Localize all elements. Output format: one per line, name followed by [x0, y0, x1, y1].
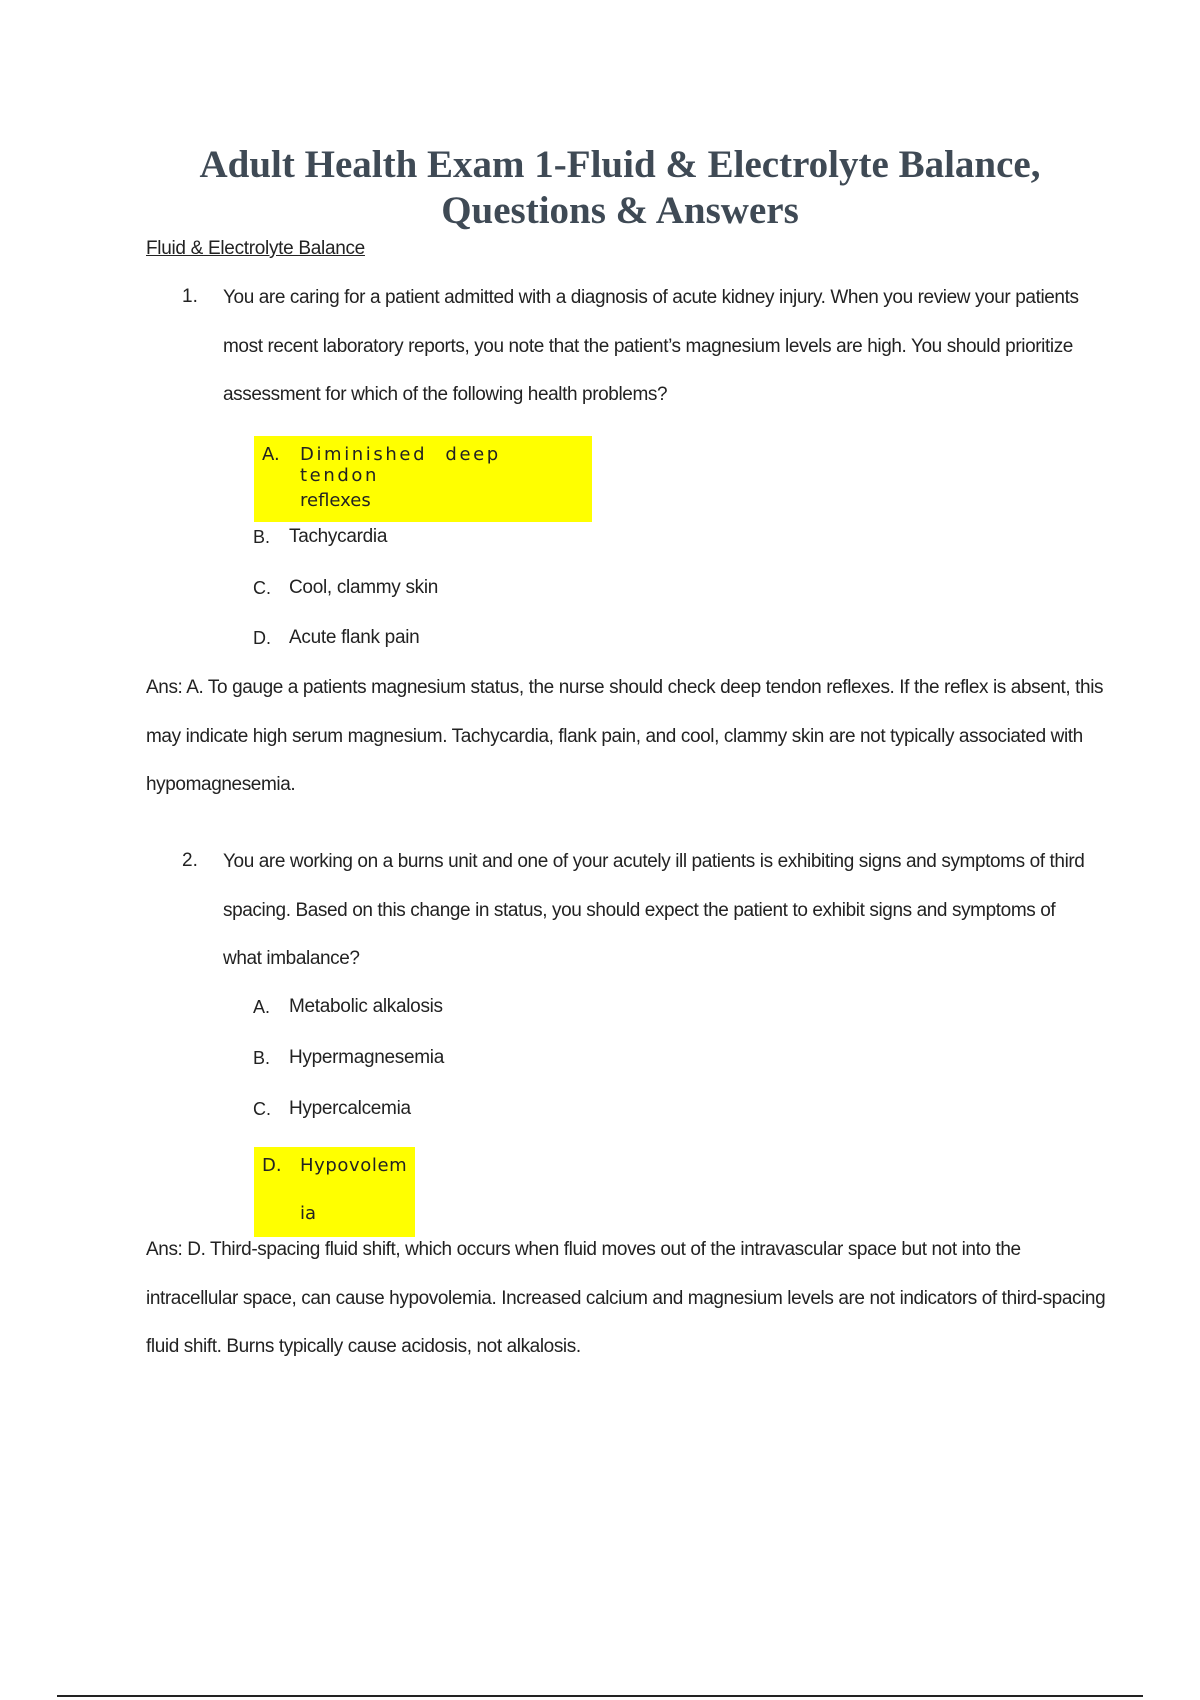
question-2-option-a-text: Metabolic alkalosis	[289, 996, 443, 1017]
question-1-text: You are caring for a patient admitted with a diagnosis of acute kidney injury. When you review your patients most recent laboratory reports, you note that the patient’s magnesium levels are high. You should prioritize assessment for which of the following health problems?	[223, 287, 1079, 405]
question-1-option-b-letter: B.	[253, 527, 271, 547]
option-text-line-2: ia	[300, 1203, 317, 1224]
question-2-option-c-text: Hypercalcemia	[289, 1098, 411, 1119]
title-line-1: Adult Health Exam 1-Fluid & Electrolyte Balance,	[199, 143, 1041, 186]
question-2-number: 2.	[182, 850, 198, 871]
question-1-option-d-letter: D.	[253, 628, 271, 648]
option-text-line-2: reflexes	[300, 490, 371, 511]
question-1-option-d-text: Acute flank pain	[289, 627, 420, 648]
question-2-option-b-text: Hypermagnesemia	[289, 1047, 444, 1068]
option-letter: A.	[262, 444, 280, 465]
option-text-line-1: Hypovolem	[300, 1155, 408, 1176]
question-2-option-b-letter: B.	[253, 1048, 271, 1068]
option-letter: D.	[262, 1155, 282, 1176]
question-1-answer: Ans: A. To gauge a patients magnesium status, the nurse should check deep tendon reflexes. If the reflex is absent, this may indicate high serum magnesium. Tachycardia, flank pain, and cool, clammy skin are not typically associated with hypomagnesemia.	[146, 677, 1104, 795]
question-2-option-a-letter: A.	[253, 997, 271, 1017]
section-heading: Fluid & Electrolyte Balance	[146, 238, 365, 259]
question-1-option-a-highlighted	[254, 436, 592, 522]
title-line-2: Questions & Answers	[441, 189, 799, 232]
document-title	[140, 142, 1100, 234]
question-1-option-c-text: Cool, clammy skin	[289, 577, 439, 598]
footer-rule	[57, 1695, 1143, 1697]
question-2-answer: Ans: D. Third-spacing fluid shift, which occurs when fluid moves out of the intravascular space but not into the intracellular space, can cause hypovolemia. Increased calcium and magnesium levels are not indicators of third-spacing fluid shift. Burns typically cause acidosis, not alkalosis.	[146, 1239, 1106, 1357]
question-2-option-d-highlighted	[254, 1147, 415, 1237]
option-text-line-1: Diminished deep tendon	[300, 444, 501, 486]
question-1-option-b-text: Tachycardia	[289, 526, 388, 547]
question-2-option-c-letter: C.	[253, 1099, 271, 1119]
question-1-number: 1.	[182, 286, 198, 307]
question-1-option-c-letter: C.	[253, 578, 271, 598]
question-2-text: You are working on a burns unit and one of your acutely ill patients is exhibiting signs and symptoms of third spacing. Based on this change in status, you should expect the patient to exhibit signs and symptoms of what imbalance?	[223, 851, 1085, 969]
